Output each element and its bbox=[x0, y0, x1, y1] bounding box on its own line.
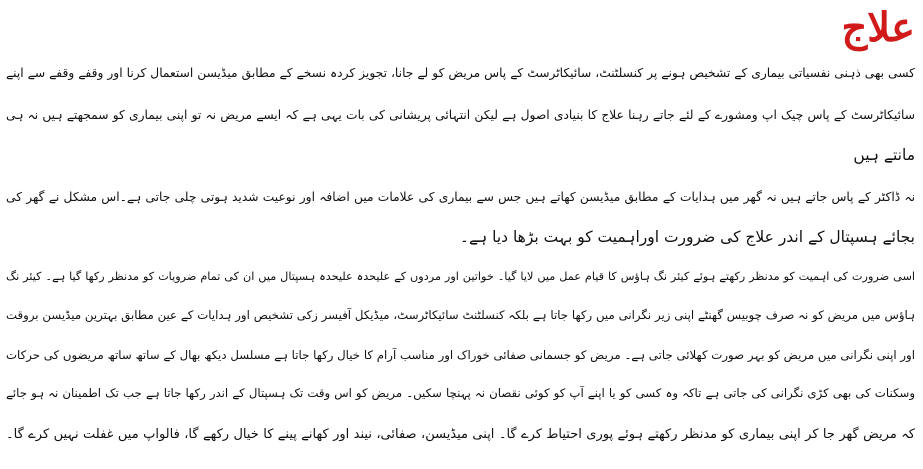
paragraph-2-line-1: نہ ڈاکٹر کے پاس جاتے ہیں نہ گھر میں ہدایات کے مطابق میڈیسن کھاتے ہیں جس سے بیماری کی علامات میں اضافہ اور نوعیت شدید ہوتی چلی جاتی ہے۔اس مشکل نے گھر کی bbox=[6, 190, 915, 204]
paragraph-1-line-3: مانتے ہیں bbox=[853, 146, 915, 164]
paragraph-1-line-1: کسی بھی ذہنی نفسیاتی بیماری کے تشخیص ہونے پر کنسلٹنٹ، سائیکاٹرسٹ کے پاس مریض کو لے جانا، تجویز کردہ نسخے کے مطابق میڈیسن استعمال کرنا اور وقفے وقفے سے اپنے bbox=[6, 66, 915, 80]
paragraph-3-line-2: ہاؤس میں مریض کو نہ صرف چوبیس گھنٹے اپنی زیر نگرانی میں رکھا جاتا ہے بلکہ کنسلٹنٹ سائیکاٹرسٹ، میڈیکل آفیسر زکی تشخیص اور ہدایات کے عین مطابق بہترین میڈیسن بروقت bbox=[6, 308, 915, 322]
paragraph-3-line-3: اور اپنی نگرانی میں مریض کو بہر صورت کھلائی جاتی ہے۔ مریض کو جسمانی صفائی خوراک اور مناسب آرام کا خیال رکھا جاتا ہے مسلسل دیکھ بھال کے ساتھ ساتھ مریضوں کی حرکات bbox=[6, 348, 915, 362]
paragraph-3-line-4: وسکنات کی بھی کڑی نگرانی کی جاتی ہے تاکہ وہ کسی کو یا اپنے آپ کو کوئی نقصان نہ پہنچا سکیں۔ مریض کو اس وقت تک ہسپتال کے اندر رکھا جاتا ہے جب تک اطمینان نہ ہو جائے bbox=[6, 386, 915, 400]
paragraph-2-line-2: بجائے ہسپتال کے اندر علاج کی ضرورت اوراہمیت کو بہت بڑھا دیا ہے۔ bbox=[459, 228, 915, 246]
paragraph-3-line-5: کہ مریض گھر جا کر اپنی بیماری کو مدنظر رکھتے ہوئے پوری احتیاط کرے گا۔ اپنی میڈیسن، صفائی، نیند اور کھانے پینے کا خیال رکھے گا، فالواپ میں غفلت نہیں کرے گا۔ bbox=[6, 427, 915, 442]
paragraph-3-line-1: اسی ضرورت کی اہمیت کو مدنظر رکھتے ہوئے کیئر نگ ہاؤس کا قیام عمل میں لایا گیا۔ خواتین اور مردوں کے علیحدہ علیحدہ ہسپتال میں ان کی تمام ضرویات کو مدنظر رکھا گیا ہے۔ کیئر نگ bbox=[6, 270, 915, 283]
heading-ilaj: علاج bbox=[841, 4, 915, 51]
paragraph-1-line-2: سائیکاٹرسٹ کے پاس چیک اپ ومشورے کے لئے جاتے رہنا علاج کا بنیادی اصول ہے لیکن انتہائی پریشانی کی بات یہی ہے کہ ایسے مریض نہ تو اپنی بیماری کو سمجھتے ہیں نہ ہی bbox=[6, 108, 915, 122]
